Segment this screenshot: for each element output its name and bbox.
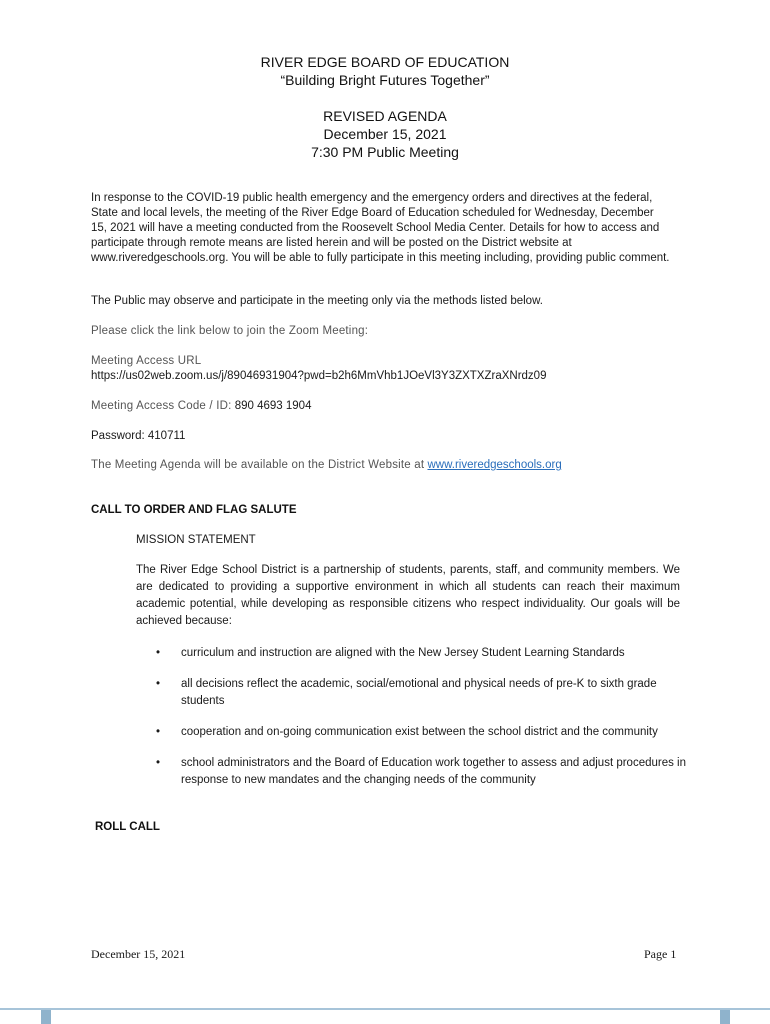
page-marker-left [41, 1010, 51, 1024]
footer-date: December 15, 2021 [91, 947, 186, 961]
observe-paragraph: The Public may observe and participate in the meeting only via the methods listed below. [91, 295, 543, 307]
agenda-title: REVISED AGENDA [323, 108, 447, 124]
footer-rule [0, 1008, 770, 1010]
intro-paragraph: In response to the COVID-19 public health emergency and the emergency orders and directives at the federal, State and local levels, the meeting of the River Edge Board of Education scheduled for Wednesday, December 15, 2021 will have a meeting conducted from the Roosevelt School Media Center. Details for how to access and participate through remote means are listed herein and will be posted on the District website at www.riveredgeschools.org. You will be able to fully participate in this meeting including, providing public comment. [91, 192, 670, 264]
agenda-availability-text: The Meeting Agenda will be available on the District Website at [91, 459, 425, 471]
zoom-password: Password: 410711 [91, 430, 186, 442]
meeting-time: 7:30 PM Public Meeting [311, 144, 459, 160]
list-item: • school administrators and the Board of Education work together to assess and adjust procedures in response to new mandates and the changing needs of the community [136, 755, 696, 789]
mission-goals-list [136, 645, 696, 803]
document-header [0, 53, 770, 161]
mission-text: The River Edge School District is a partnership of students, parents, staff, and community members. We are dedicated to providing a supportive environment in which all students can reach their maximum academic potential, while developing as responsible citizens who respect individuality. Our goals will be achieved because: [136, 564, 680, 627]
zoom-url-block [91, 354, 671, 384]
roll-call-heading: ROLL CALL [95, 821, 160, 833]
page-marker-right [720, 1010, 730, 1024]
zoom-click-prompt: Please click the link below to join the Zoom Meeting: [91, 325, 369, 337]
call-to-order-heading: CALL TO ORDER AND FLAG SALUTE [91, 504, 297, 516]
footer-page-number: Page 1 [644, 947, 677, 961]
district-website-link[interactable]: www.riveredgeschools.org [427, 459, 562, 471]
zoom-code-label: Meeting Access Code / ID: [91, 400, 232, 412]
agenda-availability-line [91, 458, 691, 473]
zoom-code-line [91, 399, 671, 414]
zoom-url-label: Meeting Access URL [91, 355, 202, 367]
mission-title: MISSION STATEMENT [136, 534, 256, 546]
motto: “Building Bright Futures Together” [280, 72, 490, 88]
zoom-url[interactable]: https://us02web.zoom.us/j/89046931904?pwd=b2h6MmVhb1JOeVl3Y3ZXTXZraXNrdz09 [91, 370, 547, 382]
list-item: • curriculum and instruction are aligned with the New Jersey Student Learning Standards [136, 645, 696, 662]
meeting-date: December 15, 2021 [323, 126, 447, 142]
zoom-code: 890 4693 1904 [234, 400, 312, 412]
list-item: • cooperation and on-going communication exist between the school district and the community [136, 724, 696, 741]
org-name: RIVER EDGE BOARD OF EDUCATION [260, 54, 510, 70]
list-item: • all decisions reflect the academic, social/emotional and physical needs of pre-K to sixth grade students [136, 676, 696, 710]
